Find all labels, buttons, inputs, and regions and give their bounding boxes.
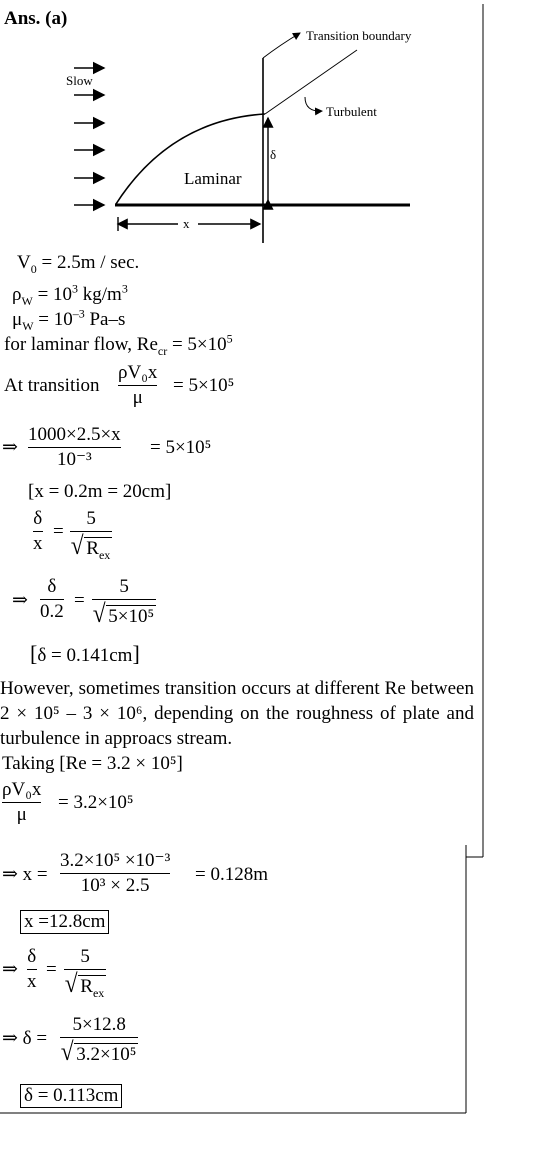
answer-heading: Ans. (a): [4, 8, 68, 29]
eq6-fraction: 3.2×10⁵ ×10⁻³ 10³ × 2.5: [60, 850, 171, 896]
eq4-arrow: ⇒: [12, 590, 28, 611]
eq5-rhs: = 3.2×10⁵: [58, 792, 134, 813]
eq7-arrow: ⇒: [2, 959, 18, 980]
eq4-lhs-fraction: δ 0.2: [40, 576, 64, 622]
velocity-line: $V_0 = 2.5m / \sec$.: [17, 252, 140, 276]
x-boxed-result: x =12.8cm: [20, 910, 109, 934]
x-label: x: [183, 216, 190, 231]
eq4-rhs-fraction: 5 √ 5×10⁵: [92, 576, 155, 628]
eq7-equals: =: [46, 959, 57, 980]
eq7-rhs-fraction: 5 √ $R_{ex}$: [64, 946, 105, 1000]
eq1-rhs: = 5×10⁵: [173, 375, 235, 396]
eq6-rhs: = 0.128m: [195, 864, 268, 885]
transition-prefix: At transition: [4, 375, 100, 396]
eq6-lhs: ⇒ x =: [2, 864, 48, 885]
density-line: $\rho_W = 10^3$ $kg/m^3$: [12, 281, 128, 308]
eq5-fraction: ρV₀x μ: [2, 779, 42, 825]
taking-line: Taking [Re = 3.2 × 10⁵]: [2, 753, 183, 774]
transition-pointer: [263, 33, 300, 58]
roughness-paragraph: However, sometimes transition occurs at different Re between 2 × 10⁵ – 3 × 10⁶, depending on the roughness of plate and turbulence in approacs stream.: [0, 678, 474, 749]
delta-label: δ: [270, 147, 277, 162]
eq3-lhs-fraction: δ x: [33, 508, 43, 554]
delta-boxed-result: δ = 0.113cm: [20, 1084, 122, 1108]
turbulent-label: Turbulent: [326, 104, 377, 119]
eq2-arrow: ⇒: [2, 437, 18, 458]
eq3-equals: =: [53, 521, 64, 542]
boundary-layer-diagram: [0, 0, 555, 250]
critical-re-line: for laminar flow, $Re_{cr} = 5\times 10^5$: [4, 331, 233, 358]
delta-result: [δ = 0.141cm]: [30, 641, 140, 666]
x-result: [x = 0.2m = 20cm]: [28, 481, 172, 502]
laminar-boundary-curve: [116, 114, 265, 204]
turbulent-pointer: [305, 97, 322, 111]
eq8-fraction: 5×12.8 √ 3.2×10⁵: [60, 1014, 137, 1066]
transition-boundary-label: Transition boundary: [306, 28, 412, 43]
eq8-lhs: ⇒ δ =: [2, 1028, 48, 1049]
eq7-lhs-fraction: δ x: [27, 946, 37, 992]
eq4-equals: =: [74, 590, 85, 611]
eq3-rhs-fraction: 5 √ $R_{ex}$: [70, 508, 111, 562]
slow-label: Slow: [66, 73, 93, 88]
eq1-fraction: ρV₀x μ: [118, 362, 158, 408]
eq2-rhs: = 5×10⁵: [150, 437, 212, 458]
laminar-label: Laminar: [184, 169, 242, 188]
eq2-fraction: 1000×2.5×x 10⁻³: [28, 424, 121, 470]
viscosity-line: $\mu_W = 10^{-3}$ Pa–s: [12, 306, 126, 333]
